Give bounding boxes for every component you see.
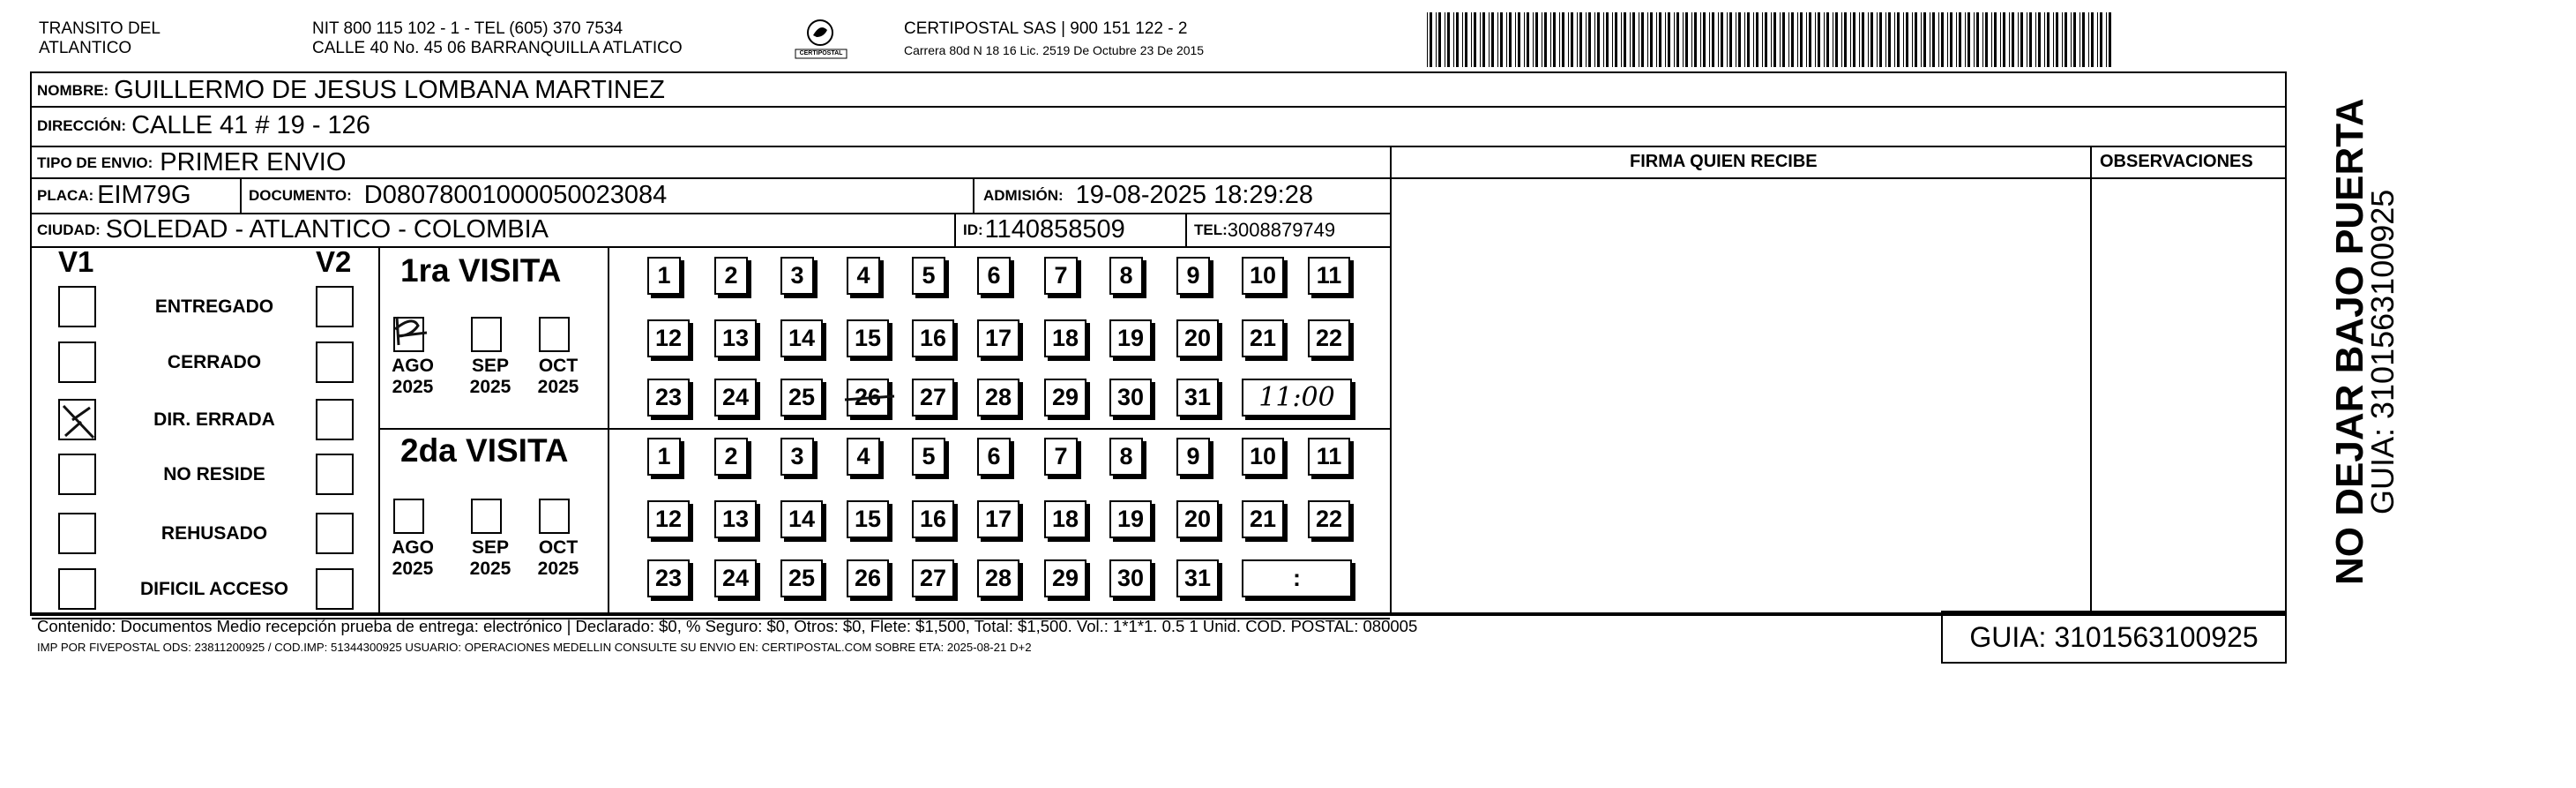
day-number: 18 (1051, 506, 1079, 532)
status-label: NO RESIDE (163, 464, 265, 484)
day-box[interactable] (1176, 379, 1219, 417)
address-label: DIRECCIÓN: (37, 116, 127, 134)
day-number: 16 (919, 325, 947, 351)
day-box[interactable] (847, 319, 889, 357)
day-box[interactable] (647, 379, 690, 417)
day-number: 7 (1054, 262, 1068, 289)
day-number: 22 (1315, 506, 1343, 532)
admission-field (978, 180, 1313, 211)
v1-checkbox[interactable] (58, 513, 96, 554)
receiver-signature-label: FIRMA QUIEN RECIBE (1630, 152, 1818, 171)
agency-name-line2: ATLANTICO (39, 39, 132, 57)
name-label: NOMBRE: (37, 81, 109, 99)
day-box[interactable] (1044, 319, 1086, 357)
day-number: 9 (1186, 262, 1200, 289)
day-box[interactable] (977, 438, 1011, 476)
tel-value: 3008879749 (1227, 218, 1336, 241)
city-field (32, 214, 549, 245)
month-checkbox[interactable] (393, 317, 424, 352)
day-number: 3 (790, 443, 804, 469)
day-number: 29 (1051, 384, 1079, 410)
plate-label: PLACA: (37, 186, 94, 204)
month-label (386, 356, 439, 398)
v2-checkbox[interactable] (316, 454, 354, 495)
day-box[interactable] (1176, 559, 1219, 597)
day-number: 28 (984, 565, 1012, 591)
checkmark-icon (392, 313, 434, 349)
agency-name-line1: TRANSITO DEL (39, 19, 161, 38)
day-box[interactable] (977, 559, 1019, 597)
day-number: 14 (788, 506, 816, 532)
first-visit-title: 1ra VISITA (400, 252, 562, 289)
v1-checkbox[interactable] (58, 568, 96, 610)
day-box[interactable] (647, 319, 690, 357)
day-number: 15 (854, 325, 882, 351)
month-label (464, 356, 517, 398)
day-number: 22 (1315, 325, 1343, 351)
day-number: 27 (919, 384, 947, 410)
month-name: OCT (538, 537, 579, 558)
plate-field (32, 180, 191, 211)
day-number: 13 (721, 325, 750, 351)
day-box[interactable] (647, 257, 681, 295)
status-label: ENTREGADO (154, 296, 274, 317)
logo-text: CERTIPOSTAL (799, 50, 843, 56)
day-number: 20 (1183, 325, 1212, 351)
month-name: SEP (471, 356, 510, 376)
day-box[interactable] (1242, 438, 1284, 476)
day-number: 3 (790, 262, 804, 289)
day-box[interactable] (1308, 319, 1350, 357)
recipient-name: GUILLERMO DE JESUS LOMBANA MARTINEZ (114, 76, 665, 104)
city-label: CIUDAD: (37, 221, 101, 238)
observations-area[interactable] (2092, 179, 2285, 611)
v1-checkbox[interactable] (58, 399, 96, 440)
month-year: 2025 (469, 377, 511, 397)
day-box[interactable] (912, 379, 954, 417)
day-number: 5 (922, 443, 936, 469)
v2-checkbox[interactable] (316, 341, 354, 383)
day-box[interactable] (1176, 500, 1219, 538)
day-box[interactable] (977, 319, 1019, 357)
time-placeholder: : (1293, 565, 1301, 591)
day-box[interactable] (1109, 379, 1152, 417)
observations-label: OBSERVACIONES (2100, 152, 2253, 171)
day-number: 13 (721, 506, 750, 532)
day-box[interactable] (1308, 257, 1350, 295)
status-label: CERRADO (167, 352, 262, 372)
shipment-type-label: TIPO DE ENVIO: (37, 154, 153, 171)
month-name: OCT (538, 356, 579, 376)
day-number: 18 (1051, 325, 1079, 351)
plate-value: EIM79G (97, 181, 191, 209)
day-number: 8 (1119, 262, 1133, 289)
day-number: 10 (1249, 443, 1277, 469)
month-name: SEP (471, 537, 510, 558)
visit-time-box[interactable] (1242, 559, 1352, 597)
recipient-address: CALLE 41 # 19 - 126 (131, 111, 370, 139)
day-number: 26 (854, 565, 882, 591)
month-name: AGO (392, 356, 434, 376)
v2-header: V2 (316, 245, 352, 278)
day-number: 16 (919, 506, 947, 532)
day-number: 1 (657, 262, 671, 289)
month-year: 2025 (392, 377, 434, 397)
certipostal-logo-icon (792, 16, 850, 62)
day-box[interactable] (714, 438, 748, 476)
day-box[interactable] (912, 500, 954, 538)
day-number: 31 (1183, 565, 1212, 591)
strike-mark-icon (843, 380, 896, 416)
v1-checkbox[interactable] (58, 286, 96, 327)
day-box[interactable] (780, 438, 814, 476)
document-value: D08078001000050023084 (363, 181, 668, 209)
shipment-type-field (32, 147, 346, 178)
day-box[interactable] (714, 257, 748, 295)
day-number: 5 (922, 262, 936, 289)
day-number: 23 (654, 384, 683, 410)
month-label (464, 537, 517, 580)
day-number: 4 (856, 443, 870, 469)
day-box[interactable] (847, 257, 880, 295)
month-label (532, 356, 585, 398)
month-label (386, 537, 439, 580)
day-box[interactable] (714, 379, 757, 417)
month-checkbox[interactable] (539, 317, 570, 352)
day-number: 19 (1116, 506, 1145, 532)
day-box[interactable] (714, 559, 757, 597)
day-box[interactable] (847, 559, 889, 597)
day-box[interactable] (647, 438, 681, 476)
company-license: Carrera 80d N 18 16 Lic. 2519 De Octubre 23 De 2015 (904, 43, 1205, 57)
day-box[interactable] (1109, 438, 1143, 476)
month-name: AGO (392, 537, 434, 558)
address-field (32, 110, 370, 141)
day-box[interactable] (977, 379, 1019, 417)
v1-checkbox[interactable] (58, 454, 96, 495)
day-box[interactable] (714, 319, 757, 357)
month-checkbox[interactable] (539, 499, 570, 534)
day-number: 27 (919, 565, 947, 591)
day-box[interactable] (714, 500, 757, 538)
day-number: 26 (854, 384, 882, 410)
day-number: 12 (654, 325, 683, 351)
day-number: 9 (1186, 443, 1200, 469)
day-number: 31 (1183, 384, 1212, 410)
day-number: 8 (1119, 443, 1133, 469)
day-box[interactable] (780, 257, 814, 295)
day-number: 25 (788, 565, 816, 591)
shipment-type: PRIMER ENVIO (160, 148, 347, 176)
day-box[interactable] (1109, 319, 1152, 357)
day-box[interactable] (847, 500, 889, 538)
month-checkbox[interactable] (471, 317, 502, 352)
visit-time-box[interactable] (1242, 379, 1352, 417)
id-label: ID: (963, 221, 983, 238)
day-number: 6 (987, 443, 1001, 469)
tel-field (1189, 214, 1335, 245)
day-box[interactable] (977, 257, 1011, 295)
v1-header: V1 (58, 245, 94, 278)
day-number: 23 (654, 565, 683, 591)
day-number: 2 (724, 443, 738, 469)
month-label (532, 537, 585, 580)
day-box[interactable] (1109, 559, 1152, 597)
day-box[interactable] (912, 257, 945, 295)
id-value: 1140858509 (984, 215, 1125, 244)
day-box[interactable] (1308, 500, 1350, 538)
day-number: 4 (856, 262, 870, 289)
day-box[interactable] (1044, 438, 1078, 476)
checkmark-icon (60, 401, 98, 442)
day-box[interactable] (780, 319, 823, 357)
day-box[interactable] (1044, 559, 1086, 597)
day-number: 2 (724, 262, 738, 289)
day-number: 7 (1054, 443, 1068, 469)
day-box[interactable] (847, 438, 880, 476)
month-checkbox[interactable] (471, 499, 502, 534)
day-number: 17 (984, 325, 1012, 351)
v2-checkbox[interactable] (316, 399, 354, 440)
month-checkbox[interactable] (393, 499, 424, 534)
id-field (958, 214, 1125, 245)
day-box[interactable] (1044, 500, 1086, 538)
month-year: 2025 (537, 377, 579, 397)
document-field (243, 180, 667, 211)
barcode-icon (1427, 12, 2115, 67)
day-box[interactable] (847, 379, 889, 417)
day-number: 21 (1249, 325, 1277, 351)
day-box[interactable] (1242, 319, 1284, 357)
v2-checkbox[interactable] (316, 286, 354, 327)
day-number: 28 (984, 384, 1012, 410)
day-number: 12 (654, 506, 683, 532)
day-box[interactable] (1308, 438, 1350, 476)
day-number: 10 (1249, 262, 1277, 289)
day-box[interactable] (780, 500, 823, 538)
day-number: 14 (788, 325, 816, 351)
day-box[interactable] (1242, 257, 1284, 295)
name-field (32, 75, 665, 106)
day-number: 30 (1116, 384, 1145, 410)
month-year: 2025 (392, 559, 434, 579)
status-label: DIR. ERRADA (153, 409, 275, 430)
v2-checkbox[interactable] (316, 513, 354, 554)
day-box[interactable] (647, 559, 690, 597)
day-number: 21 (1249, 506, 1277, 532)
day-box[interactable] (647, 500, 690, 538)
tel-label: TEL: (1194, 221, 1228, 238)
day-box[interactable] (1176, 438, 1210, 476)
month-year: 2025 (537, 559, 579, 579)
day-number: 19 (1116, 325, 1145, 351)
status-label: REHUSADO (161, 523, 268, 544)
day-number: 25 (788, 384, 816, 410)
day-box[interactable] (1109, 257, 1143, 295)
day-number: 29 (1051, 565, 1079, 591)
v2-checkbox[interactable] (316, 568, 354, 610)
handwritten-time: 11:00 (1258, 382, 1335, 413)
day-number: 11 (1316, 443, 1342, 469)
day-number: 20 (1183, 506, 1212, 532)
admission-label: ADMISIÓN: (983, 186, 1064, 204)
day-box[interactable] (977, 500, 1019, 538)
day-box[interactable] (912, 438, 945, 476)
day-number: 6 (987, 262, 1001, 289)
day-box[interactable] (780, 379, 823, 417)
agency-nit: NIT 800 115 102 - 1 - TEL (605) 370 7534 (312, 19, 623, 38)
signature-area[interactable] (1392, 179, 2088, 611)
day-box[interactable] (1176, 257, 1210, 295)
day-number: 15 (854, 506, 882, 532)
day-box[interactable] (1044, 379, 1086, 417)
day-box[interactable] (780, 559, 823, 597)
document-label: DOCUMENTO: (249, 186, 352, 204)
no-under-door-warning: NO DEJAR BAJO PUERTA (2328, 98, 2371, 585)
day-number: 1 (657, 443, 671, 469)
second-visit-title: 2da VISITA (400, 432, 569, 469)
v1-checkbox[interactable] (58, 341, 96, 383)
guia-number-box: GUIA: 3101563100925 (1941, 611, 2287, 664)
day-number: 24 (721, 384, 750, 410)
day-number: 17 (984, 506, 1012, 532)
side-guia-number: GUIA: 3101563100925 (2364, 189, 2401, 514)
print-info: IMP POR FIVEPOSTAL ODS: 23811200925 / COD.IMP: 51344300925 USUARIO: OPERACIONES MEDELLIN CONSULTE SU ENVIO EN: CERTIPOSTAL.COM SOBRE ETA: 2025-08-21 D+2 (37, 641, 1032, 654)
day-box[interactable] (1044, 257, 1078, 295)
day-box[interactable] (912, 319, 954, 357)
month-year: 2025 (469, 559, 511, 579)
day-number: 11 (1316, 262, 1342, 289)
day-box[interactable] (1176, 319, 1219, 357)
day-box[interactable] (1109, 500, 1152, 538)
city-value: SOLEDAD - ATLANTICO - COLOMBIA (105, 215, 549, 244)
day-number: 24 (721, 565, 750, 591)
day-number: 30 (1116, 565, 1145, 591)
agency-address: CALLE 40 No. 45 06 BARRANQUILLA ATLATICO (312, 39, 683, 57)
day-box[interactable] (912, 559, 954, 597)
content-summary: Contenido: Documentos Medio recepción prueba de entrega: electrónico | Declarado: $0, % Seguro: $0, Otros: $0, Flete: $1,500, Total: $1,500. Vol.: 1*1*1. 0.5 1 Unid. COD. POSTAL: 080005 (37, 617, 1418, 635)
admission-value: 19-08-2025 18:29:28 (1075, 181, 1313, 209)
company-name: CERTIPOSTAL SAS | 900 151 122 - 2 (904, 19, 1188, 38)
status-label: DIFICIL ACCESO (139, 579, 289, 599)
day-box[interactable] (1242, 500, 1284, 538)
